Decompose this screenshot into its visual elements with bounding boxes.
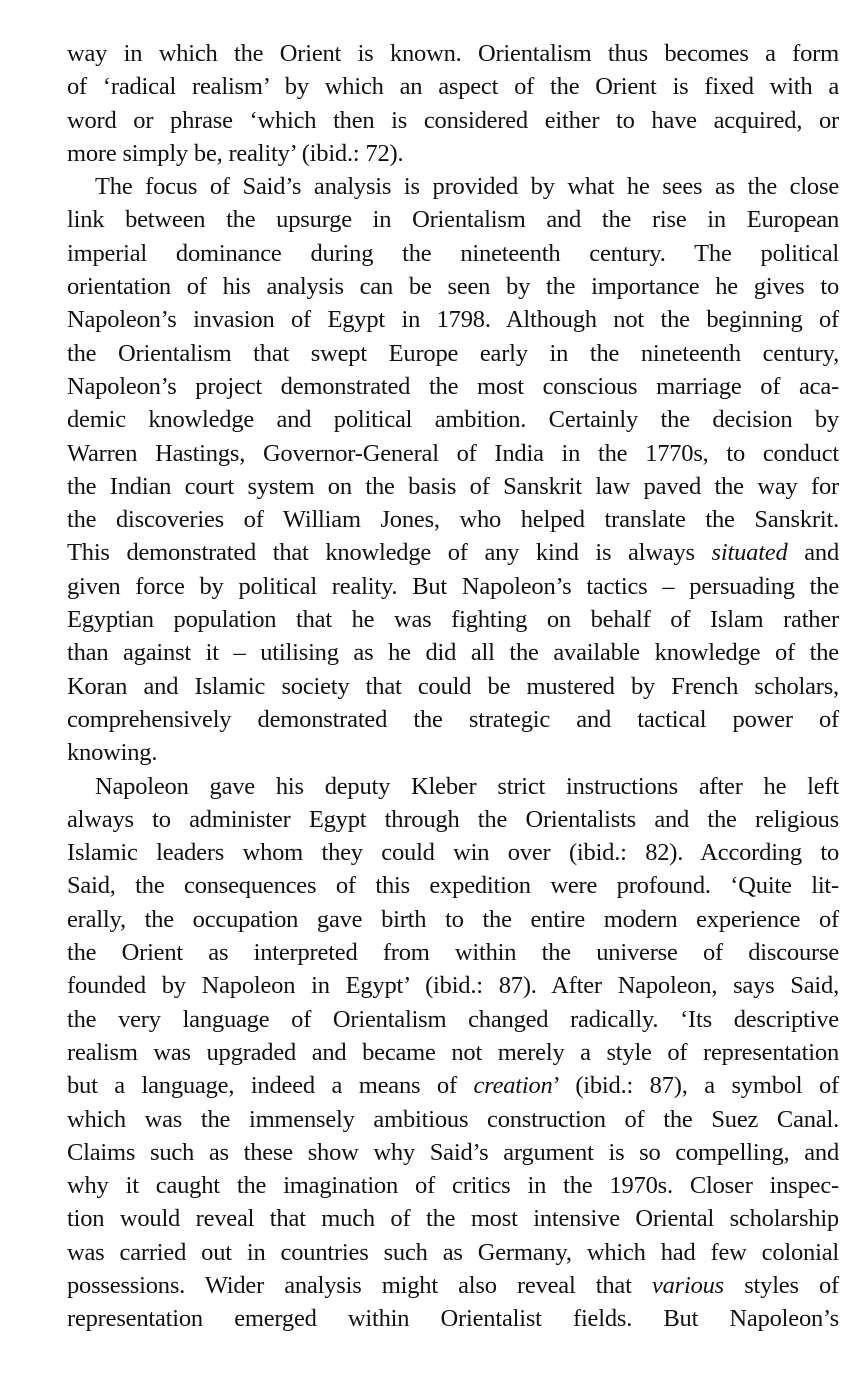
paragraph [67,770,839,1336]
text-line [67,437,839,470]
text-segment: demic knowledge and political ambition. Certainly the decision by [67,406,839,434]
paragraph [67,37,839,170]
text-line [67,1236,839,1269]
text-segment: and [787,539,839,567]
italic-text: creation [473,1072,553,1100]
text-segment: of ‘radical realism’ by which an aspect of the Orient is fixed with a [67,73,839,101]
text-segment: orientation of his analysis can be seen by the importance he gives to [67,273,839,301]
text-line [67,1302,839,1335]
text-line [67,770,839,803]
text-segment: comprehensively demonstrated the strategic and tactical power of [67,705,839,733]
text-line [67,969,839,1002]
italic-text: various [651,1271,725,1299]
text-segment: the Orientalism that swept Europe early in the nineteenth century, [67,339,839,367]
text-segment: why it caught the imagination of critics in the 1970s. Closer inspec- [67,1172,839,1200]
text-segment: representation emerged within Orientalist fields. But Napoleon’s [67,1305,839,1333]
text-line [67,636,839,669]
text-segment: way in which the Orient is known. Orientalism thus becomes a form [67,40,839,67]
paragraph [67,170,839,769]
text-segment: always to administer Egypt through the Orientalists and the religious [67,805,839,833]
text-segment: the Orient as interpreted from within the universe of discourse [67,939,839,967]
text-line [67,170,839,203]
text-line [67,1003,839,1036]
text-segment: realism was upgraded and became not merely a style of representation [67,1038,839,1066]
text-line [67,337,839,370]
book-page [67,37,839,1336]
text-line [67,869,839,902]
text-line [67,503,839,536]
text-segment: Islamic leaders whom they could win over (ibid.: 82). According to [67,839,839,867]
text-segment: more simply be, reality’ (ibid.: 72). [67,139,404,167]
text-line [67,1269,839,1302]
text-segment: link between the upsurge in Orientalism and the rise in European [67,206,839,234]
text-line [67,536,839,569]
text-segment: Warren Hastings, Governor-General of India in the 1770s, to conduct [67,439,839,467]
text-line [67,70,839,103]
text-line [67,1169,839,1202]
text-segment: was carried out in countries such as Germany, which had few colonial [67,1238,839,1266]
text-line [67,37,839,70]
text-segment: Said, the consequences of this expedition were profound. ‘Quite lit- [67,872,839,900]
text-line [67,803,839,836]
text-line [67,603,839,636]
text-segment: word or phrase ‘which then is considered either to have acquired, or [67,106,839,134]
text-line [67,203,839,236]
text-line [67,903,839,936]
text-line [67,836,839,869]
text-line [67,237,839,270]
text-line [67,736,839,769]
text-line [67,1136,839,1169]
text-segment: Napoleon’s project demonstrated the most conscious marriage of aca- [67,372,839,400]
text-line [67,570,839,603]
text-line [67,470,839,503]
text-line [67,370,839,403]
text-segment: knowing. [67,739,158,767]
text-line [67,137,839,170]
text-line [67,1069,839,1102]
text-line [67,104,839,137]
text-segment: which was the immensely ambitious construction of the Suez Canal. [67,1105,839,1133]
text-segment: tion would reveal that much of the most intensive Oriental scholarship [67,1205,839,1233]
text-segment: Napoleon gave his deputy Kleber strict instructions after he left [95,772,839,800]
text-segment: The focus of Said’s analysis is provided by what he sees as the close [95,173,839,201]
italic-text: situated [711,539,788,567]
text-line [67,1103,839,1136]
text-line [67,303,839,336]
text-line [67,936,839,969]
text-line [67,670,839,703]
text-line [67,1036,839,1069]
text-line [67,703,839,736]
text-line [67,403,839,436]
text-line [67,1202,839,1235]
text-segment: Claims such as these show why Said’s argument is so compelling, and [67,1138,839,1166]
text-segment: than against it – utilising as he did all the available knowledge of the [67,639,839,667]
text-segment: erally, the occupation gave birth to the entire modern experience of [67,905,839,933]
text-segment: Egyptian population that he was fighting on behalf of Islam rather [67,606,839,634]
text-segment: imperial dominance during the nineteenth century. The political [67,239,839,267]
text-line [67,270,839,303]
text-segment: given force by political reality. But Napoleon’s tactics – persuading the [67,572,839,600]
text-segment: founded by Napoleon in Egypt’ (ibid.: 87). After Napoleon, says Said, [67,972,839,1000]
text-segment: possessions. Wider analysis might also reveal that [67,1271,652,1299]
text-segment: This demonstrated that knowledge of any kind is always [67,539,712,567]
text-segment: the discoveries of William Jones, who helped translate the Sanskrit. [67,506,839,534]
text-segment: ’ (ibid.: 87), a symbol of [552,1072,839,1100]
text-segment: Koran and Islamic society that could be mustered by French scholars, [67,672,839,700]
text-segment: styles of [724,1271,839,1299]
text-segment: Napoleon’s invasion of Egypt in 1798. Although not the beginning of [67,306,839,334]
text-segment: the Indian court system on the basis of Sanskrit law paved the way for [67,472,839,500]
text-segment: the very language of Orientalism changed radically. ‘Its descriptive [67,1005,839,1033]
text-segment: but a language, indeed a means of [67,1072,474,1100]
